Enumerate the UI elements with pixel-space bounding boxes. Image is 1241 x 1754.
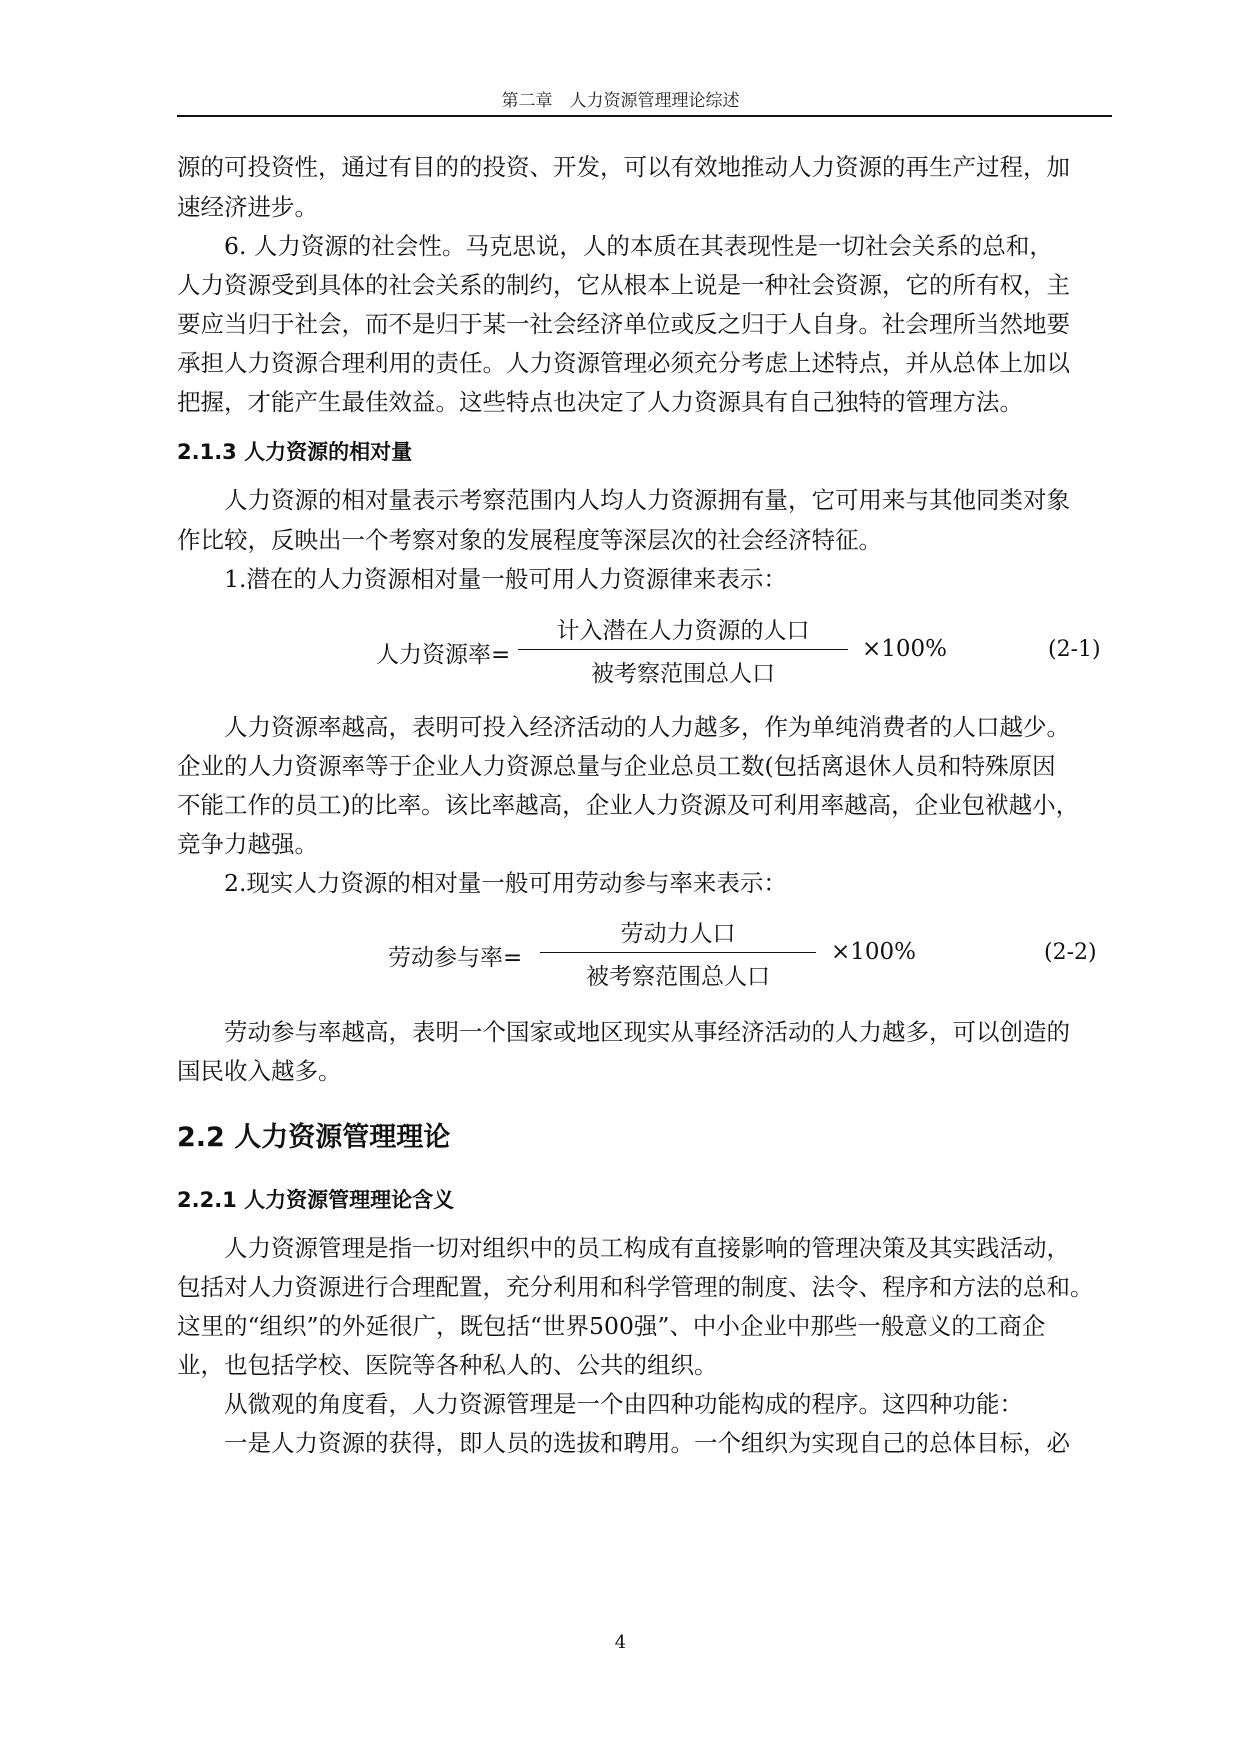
paragraph-line: 竞争力越强。 [177, 830, 318, 858]
paragraph-line: 把握，才能产生最佳效益。这些特点也决定了人力资源具有自己独特的管理方法。 [177, 388, 1023, 416]
equation-number: (2-2) [1044, 940, 1097, 965]
paragraph-line: 作比较，反映出一个考察对象的发展程度等深层次的社会经济特征。 [177, 526, 882, 554]
paragraph-line: 企业的人力资源率等于企业人力资源总量与企业总员工数(包括离退休人员和特殊原因 [177, 752, 1056, 780]
formula-label: 人力资源率= [376, 642, 511, 668]
formula-multiplier: ×100% [862, 636, 948, 662]
paragraph-line: 源的可投资性，通过有目的的投资、开发，可以有效地推动人力资源的再生产过程，加 [177, 153, 1070, 181]
paragraph-line: 从微观的角度看，人力资源管理是一个由四种功能构成的程序。这四种功能： [177, 1390, 1023, 1418]
paragraph-line: 包括对人力资源进行合理配置，充分利用和科学管理的制度、法令、程序和方法的总和。 [177, 1273, 1094, 1301]
section-heading-2-2: 2.2 人力资源管理理论 [177, 1122, 451, 1153]
fraction-bar [518, 649, 848, 650]
page-number: 4 [614, 1632, 627, 1653]
paragraph-line: 业，也包括学校、医院等各种私人的、公共的组织。 [177, 1351, 718, 1379]
paragraph-line: 2.现实人力资源的相对量一般可用劳动参与率来表示： [177, 869, 787, 897]
equation-number: (2-1) [1048, 637, 1101, 662]
paragraph-line: 国民收入越多。 [177, 1057, 342, 1085]
paragraph-line: 要应当归于社会，而不是归于某一社会经济单位或反之归于人自身。社会理所当然地要 [177, 310, 1070, 338]
header-divider [177, 115, 1112, 117]
paragraph-line: 承担人力资源合理利用的责任。人力资源管理必须充分考虑上述特点，并从总体上加以 [177, 349, 1070, 377]
paragraph-line: 6. 人力资源的社会性。马克思说，人的本质在其表现性是一切社会关系的总和， [177, 232, 1053, 260]
formula-numerator: 计入潜在人力资源的人口 [556, 618, 810, 644]
paragraph-line: 人力资源受到具体的社会关系的制约，它从根本上说是一种社会资源，它的所有权，主 [177, 271, 1070, 299]
running-header: 第二章 人力资源管理理论综述 [501, 91, 740, 111]
fraction-bar [540, 952, 816, 953]
paragraph-line: 人力资源管理是指一切对组织中的员工构成有直接影响的管理决策及其实践活动， [177, 1234, 1070, 1262]
paragraph-line: 一是人力资源的获得，即人员的选拔和聘用。一个组织为实现自己的总体目标，必 [177, 1429, 1070, 1457]
section-heading-2-2-1: 2.2.1 人力资源管理理论含义 [177, 1188, 455, 1212]
section-heading-2-1-3: 2.1.3 人力资源的相对量 [177, 440, 413, 464]
formula-denominator: 被考察范围总人口 [586, 964, 770, 990]
paragraph-line: 劳动参与率越高，表明一个国家或地区现实从事经济活动的人力越多，可以创造的 [177, 1018, 1070, 1046]
formula-multiplier: ×100% [831, 939, 917, 965]
formula-denominator: 被考察范围总人口 [591, 661, 775, 687]
paragraph-line: 人力资源率越高，表明可投入经济活动的人力越多，作为单纯消费者的人口越少。 [177, 713, 1070, 741]
paragraph-line: 人力资源的相对量表示考察范围内人均人力资源拥有量，它可用来与其他同类对象 [177, 486, 1070, 514]
paragraph-line: 1.潜在的人力资源相对量一般可用人力资源律来表示： [177, 565, 787, 593]
formula-numerator: 劳动力人口 [620, 921, 736, 947]
formula-label: 劳动参与率= [388, 945, 523, 971]
paragraph-line: 不能工作的员工)的比率。该比率越高，企业人力资源及可利用率越高，企业包袱越小， [177, 791, 1080, 819]
paragraph-line: 这里的“组织”的外延很广，既包括“世界500强”、中小企业中那些一般意义的工商企 [177, 1312, 1046, 1340]
paragraph-line: 速经济进步。 [177, 193, 318, 221]
